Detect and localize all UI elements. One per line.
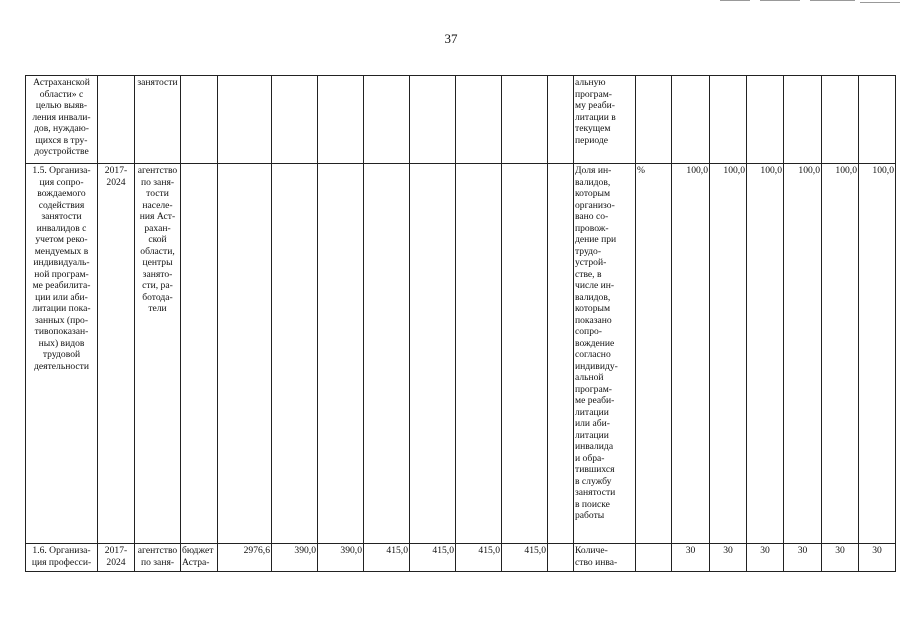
total-cell: 2976,6 [218,544,272,572]
scan-artifact [860,2,900,3]
measure-cell: 1.5. Организа- ция сопро- вождаемого содействия занятости инвалидов с учетом реко- мендуемых в индивидуаль- ной програм- ме реабилита- ции или аби- литации пока- занных (про- тивопоказан- ных) видов трудовой деятельности [26,164,98,544]
executor-cell: агентство по заня- [135,544,181,572]
table-row [26,76,896,164]
indicator-value-cell: 100,0 [710,164,747,544]
scan-artifact [720,0,750,1]
table-row [26,544,896,572]
years-cell: 2017- 2024 [98,544,135,572]
amount-2023-cell [548,164,574,544]
amount-2019-cell [364,76,410,164]
indicator-value-cell: 100,0 [747,164,784,544]
amount-2021-cell [456,164,502,544]
measure-cell: Астраханской области» с целью выяв- ления инвали- дов, нуждаю- щихся в тру- доустройстве [26,76,98,164]
indicator-value-cell: 30 [747,544,784,572]
amount-2018-cell [318,164,364,544]
amount-2021-cell: 415,0 [456,544,502,572]
amount-2020-cell: 415,0 [410,544,456,572]
indicator-cell: Доля ин- валидов, которым организо- вано со- провож- дение при трудо- устрой- стве, в числе ин- валидов, которым показано сопро- вождение согласно индивиду- альной програм- ме реаби- литации или аби- литации инвалида и обра- тившихся в службу занятости в поиске работы [574,164,636,544]
indicator-cell: альную програм- му реаби- литации в текущем периоде [574,76,636,164]
unit-cell [636,76,672,164]
indicator-value-cell: 30 [822,544,859,572]
total-cell [218,164,272,544]
indicator-value-cell [747,76,784,164]
indicator-value-cell [859,76,896,164]
indicator-value-cell: 100,0 [822,164,859,544]
amount-2020-cell [410,76,456,164]
program-table [25,75,896,572]
indicator-value-cell [672,76,710,164]
amount-2023-cell [548,76,574,164]
unit-cell: % [636,164,672,544]
years-cell: 2017- 2024 [98,164,135,544]
amount-2017-cell: 390,0 [272,544,318,572]
amount-2018-cell [318,76,364,164]
table-row [26,164,896,544]
executor-cell: занятости [135,76,181,164]
amount-2017-cell [272,164,318,544]
indicator-value-cell [710,76,747,164]
amount-2018-cell: 390,0 [318,544,364,572]
amount-2020-cell [410,164,456,544]
indicator-value-cell [784,76,822,164]
measure-cell: 1.6. Организа- ция професси- [26,544,98,572]
indicator-value-cell: 30 [710,544,747,572]
executor-cell: агентство по заня- тости населе- ния Аст- рахан- ской области, центры занято- сти, ра- ботода- тели [135,164,181,544]
page-number: 37 [444,31,458,46]
indicator-value-cell: 100,0 [672,164,710,544]
amount-2023-cell [548,544,574,572]
total-cell [218,76,272,164]
amount-2021-cell [456,76,502,164]
amount-2022-cell [502,76,548,164]
years-cell [98,76,135,164]
amount-2017-cell [272,76,318,164]
funding-source-cell [181,76,218,164]
indicator-value-cell: 100,0 [784,164,822,544]
amount-2019-cell [364,164,410,544]
indicator-value-cell: 100,0 [859,164,896,544]
amount-2019-cell: 415,0 [364,544,410,572]
unit-cell [636,544,672,572]
indicator-value-cell [822,76,859,164]
amount-2022-cell: 415,0 [502,544,548,572]
scan-artifact [810,0,855,1]
funding-source-cell: бюджет Астра- [181,544,218,572]
scan-artifact [760,0,800,1]
amount-2022-cell [502,164,548,544]
indicator-value-cell: 30 [672,544,710,572]
indicator-value-cell: 30 [859,544,896,572]
indicator-value-cell: 30 [784,544,822,572]
funding-source-cell [181,164,218,544]
indicator-cell: Количе- ство инва- [574,544,636,572]
